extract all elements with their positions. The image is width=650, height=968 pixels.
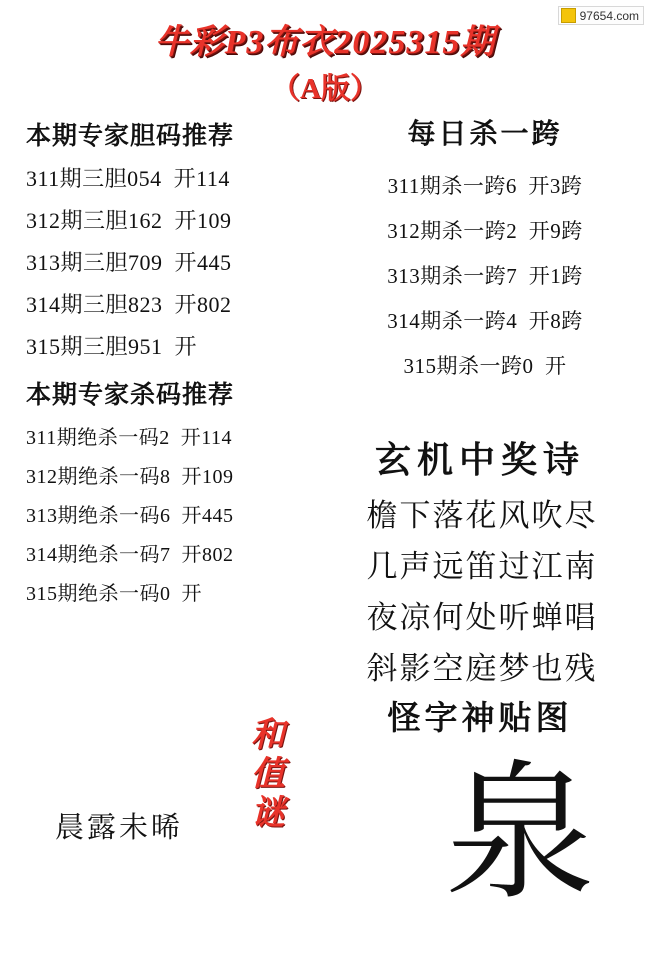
sha-section-heading: 本期专家杀码推荐 bbox=[26, 382, 235, 409]
watermark-text: 97654.com bbox=[579, 8, 639, 23]
guaizi-glyph: 泉 bbox=[444, 752, 595, 918]
list-item: 315期绝杀一码0 开 bbox=[26, 583, 202, 605]
list-item: 312期三胆162 开109 bbox=[26, 208, 232, 233]
list-item: 313期三胆709 开445 bbox=[26, 250, 232, 275]
list-item: 313期杀一跨7 开1跨 bbox=[387, 264, 583, 288]
guaizi-heading: 怪字神贴图 bbox=[387, 701, 573, 737]
kua-section-heading: 每日杀一跨 bbox=[407, 119, 563, 150]
hezhi-char: 谜 bbox=[251, 795, 285, 833]
poem-heading: 玄机中奖诗 bbox=[374, 440, 585, 480]
list-item: 314期杀一跨4 开8跨 bbox=[387, 309, 583, 333]
poem-line: 斜影空庭梦也残 bbox=[366, 651, 598, 686]
list-item: 311期三胆054 开114 bbox=[26, 166, 230, 191]
poem-line: 几声远笛过江南 bbox=[366, 549, 598, 584]
poem-line: 檐下落花风吹尽 bbox=[366, 498, 598, 533]
page-subtitle: （A版） bbox=[271, 73, 379, 105]
list-item: 315期杀一跨0 开 bbox=[403, 354, 567, 378]
list-item: 313期绝杀一码6 开445 bbox=[26, 505, 234, 527]
riddle-text: 晨露未晞 bbox=[55, 812, 184, 844]
right-column bbox=[330, 112, 640, 395]
hezhi-char: 值 bbox=[251, 756, 285, 794]
hezhi-char: 和 bbox=[251, 717, 285, 754]
page-title: 牛彩P3布衣2025315期 bbox=[154, 24, 496, 61]
list-item: 312期绝杀一码8 开109 bbox=[26, 466, 234, 488]
dan-section-heading: 本期专家胆码推荐 bbox=[26, 123, 235, 150]
hezhi-riddle-label bbox=[243, 716, 293, 833]
list-item: 314期三胆823 开802 bbox=[26, 292, 232, 317]
left-column bbox=[26, 116, 316, 616]
list-item: 314期绝杀一码7 开802 bbox=[26, 544, 234, 566]
poem-line: 夜凉何处听蝉唱 bbox=[366, 600, 598, 635]
list-item: 315期三胆951 开 bbox=[26, 334, 198, 359]
poem-body bbox=[326, 490, 638, 694]
list-item: 311期杀一跨6 开3跨 bbox=[387, 174, 583, 198]
list-item: 312期杀一跨2 开9跨 bbox=[387, 219, 583, 243]
list-item: 311期绝杀一码2 开114 bbox=[26, 427, 233, 449]
